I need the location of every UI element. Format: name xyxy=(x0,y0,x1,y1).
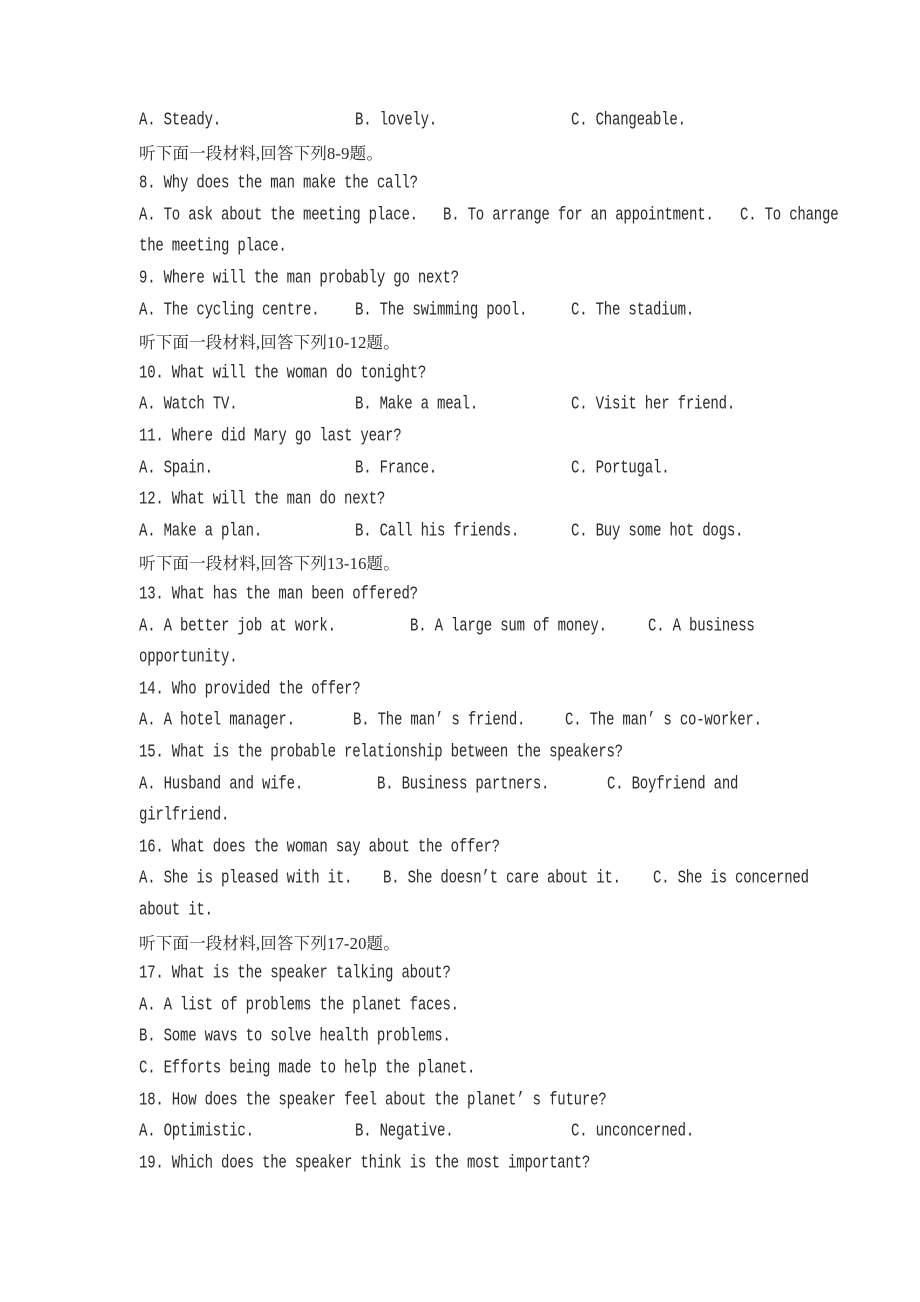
continuation-text: girlfriend. xyxy=(139,805,230,827)
text-line xyxy=(0,517,920,549)
option-a: A. Make a plan. xyxy=(139,521,263,542)
option-c: C. Boyfriend and xyxy=(607,773,739,795)
option-b: B. She doesn’t care about it. xyxy=(383,868,621,890)
section-header-cn: 听下面一段材料,回答下列8-9题。 xyxy=(139,143,384,163)
option-b: B. Some wavs to solve health problems. xyxy=(139,1026,451,1048)
option-c: C. Visit her friend. xyxy=(571,394,736,416)
section-header-cn: 听下面一段材料,回答下列17-20题。 xyxy=(139,933,400,953)
text-line xyxy=(0,896,920,928)
option-b: B. Business partners. xyxy=(377,773,550,795)
option-c: C. The man’ s co-worker. xyxy=(565,710,762,732)
continuation-text: the meeting place. xyxy=(139,236,287,258)
question-text: 15. What is the probable relationship between the speakers? xyxy=(139,742,623,764)
option-b: B. Negative. xyxy=(355,1121,454,1143)
option-b: B. Call his friends. xyxy=(355,521,520,542)
text-line xyxy=(0,422,920,454)
text-line xyxy=(0,991,920,1023)
text-line xyxy=(0,770,920,802)
question-text: 17. What is the speaker talking about? xyxy=(139,963,451,985)
section-header-cn: 听下面一段材料,回答下列13-16题。 xyxy=(139,554,400,574)
question-text: 9. Where will the man probably go next? xyxy=(139,268,459,290)
continuation-text: about it. xyxy=(139,900,213,922)
option-a: A. Steady. xyxy=(139,110,222,132)
option-b: B. France. xyxy=(355,457,438,479)
text-line xyxy=(0,454,920,486)
text-line xyxy=(0,612,920,644)
option-c: C. Portugal. xyxy=(571,457,670,479)
option-b: B. The swimming pool. xyxy=(355,299,528,321)
question-text: 16. What does the woman say about the offer? xyxy=(139,837,500,858)
text-line xyxy=(0,390,920,422)
option-c: C. A business xyxy=(648,615,755,637)
option-a: A. She is pleased with it. xyxy=(139,868,353,890)
section-header-line xyxy=(0,548,920,580)
option-a: A. Optimistic. xyxy=(139,1121,254,1143)
continuation-text: opportunity. xyxy=(139,647,238,669)
option-a: A. Spain. xyxy=(139,457,213,479)
question-text: 14. Who provided the offer? xyxy=(139,679,361,700)
text-line xyxy=(0,201,920,233)
option-b: B. To arrange for an appointment. xyxy=(443,205,714,226)
option-c: C. She is concerned xyxy=(653,868,809,890)
text-line xyxy=(0,296,920,328)
option-c: C. The stadium. xyxy=(571,299,695,321)
option-b: B. A large sum of money. xyxy=(410,615,607,637)
section-header-line xyxy=(0,138,920,170)
text-line xyxy=(0,1149,920,1181)
question-text: 19. Which does the speaker think is the most important? xyxy=(139,1153,591,1174)
question-text: 13. What has the man been offered? xyxy=(139,584,418,606)
section-header-cn: 听下面一段材料,回答下列10-12题。 xyxy=(139,333,400,353)
option-a: A. Watch TV. xyxy=(139,394,238,416)
option-a: A. A hotel manager. xyxy=(139,710,295,732)
text-line xyxy=(0,106,920,138)
option-b: B. lovely. xyxy=(355,110,438,132)
option-a: A. A better job at work. xyxy=(139,615,336,637)
option-a: A. To ask about the meeting place. xyxy=(139,205,418,226)
section-header-line xyxy=(0,327,920,359)
option-c: C. Efforts being made to help the planet. xyxy=(139,1058,476,1080)
question-text: 10. What will the woman do tonight? xyxy=(139,363,427,384)
text-line xyxy=(0,643,920,675)
question-text: 12. What will the man do next? xyxy=(139,489,386,511)
option-c: C. Changeable. xyxy=(571,110,686,132)
option-c: C. Buy some hot dogs. xyxy=(571,521,744,542)
question-text: 11. Where did Mary go last year? xyxy=(139,426,402,448)
text-line xyxy=(0,864,920,896)
section-header-line xyxy=(0,928,920,960)
text-line xyxy=(0,959,920,991)
option-b: B. Make a meal. xyxy=(355,394,479,416)
text-line xyxy=(0,232,920,264)
option-a: A. Husband and wife. xyxy=(139,773,304,795)
option-c: C. unconcerned. xyxy=(571,1121,695,1143)
question-text: 8. Why does the man make the call? xyxy=(139,173,418,195)
question-text: 18. How does the speaker feel about the planet’ s future? xyxy=(139,1089,607,1111)
option-a: A. The cycling centre. xyxy=(139,299,320,321)
option-b: B. The man’ s friend. xyxy=(353,710,526,732)
text-line xyxy=(0,1086,920,1118)
option-c: C. To change xyxy=(740,205,839,226)
option-a: A. A list of problems the planet faces. xyxy=(139,995,459,1016)
